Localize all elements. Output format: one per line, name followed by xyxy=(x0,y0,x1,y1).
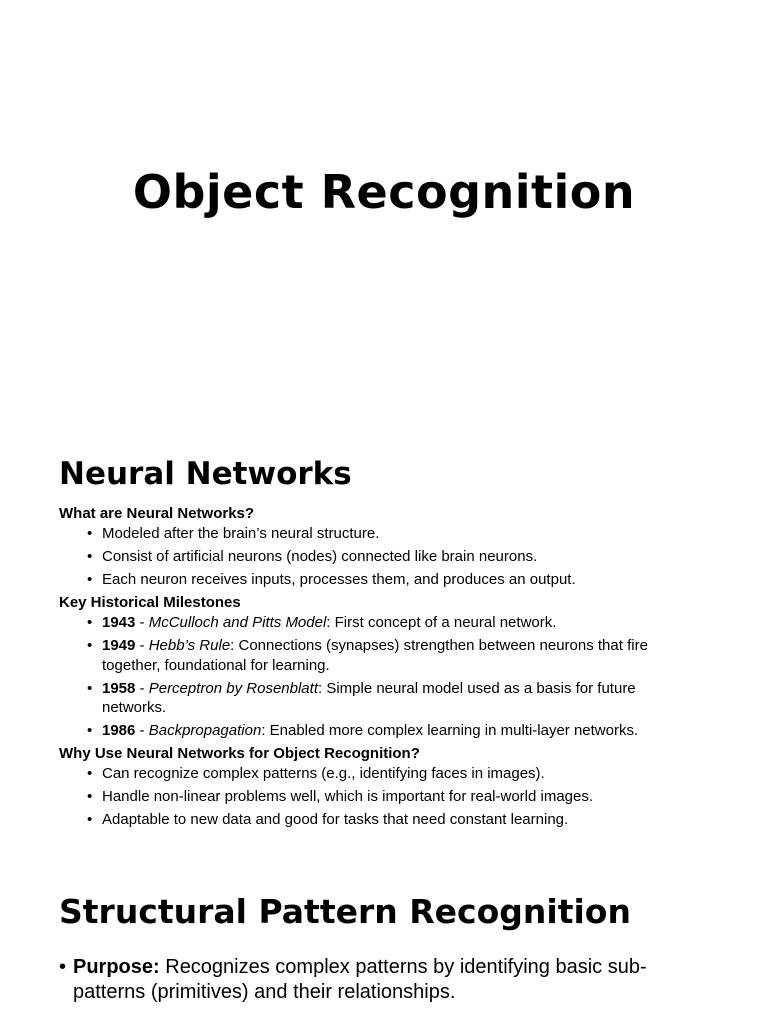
bullet-icon: • xyxy=(87,788,93,805)
list-item: • Can recognize complex patterns (e.g., identifying faces in images). xyxy=(87,765,545,782)
list-item: • Modeled after the brain’s neural structure. xyxy=(87,525,380,542)
milestone-year: 1986 xyxy=(102,722,136,739)
milestone-item: • 1949 - Hebb’s Rule: Connections (synapses) strengthen between neurons that fire together, foundational for learning. xyxy=(87,637,648,674)
bullet-icon: • xyxy=(87,525,93,542)
milestone-year: 1943 xyxy=(102,614,136,631)
what-are-list xyxy=(59,524,699,590)
bullet-icon: • xyxy=(87,679,93,697)
bullet-icon: • xyxy=(87,722,93,739)
milestone-desc: : Simple neural model used as a basis for future networks. xyxy=(102,679,636,716)
bullet-icon: • xyxy=(87,811,93,828)
why-use-list xyxy=(59,764,699,830)
subheading-why-use: Why Use Neural Networks for Object Recognition? xyxy=(59,745,420,762)
milestones-list xyxy=(59,613,699,741)
bullet-icon: • xyxy=(59,956,67,978)
milestone-year: 1949 xyxy=(102,637,136,654)
subheading-milestones: Key Historical Milestones xyxy=(59,594,241,611)
list-item: • Handle non-linear problems well, which is important for real-world images. xyxy=(87,788,594,805)
section-heading: Structural Pattern Recognition xyxy=(59,892,631,931)
bullet-icon: • xyxy=(87,571,93,588)
item-text: Recognizes complex patterns by identifying basic sub-patterns (primitives) and their relationships. xyxy=(73,956,647,1003)
bullet-icon: • xyxy=(87,548,93,565)
milestone-name: McCulloch and Pitts Model xyxy=(148,614,327,631)
list-item: • Adaptable to new data and good for tasks that need constant learning. xyxy=(87,811,569,828)
milestone-item: • 1943 - McCulloch and Pitts Model: First concept of a neural network. xyxy=(87,614,557,631)
bullet-icon: • xyxy=(87,765,93,782)
document-title: Object Recognition xyxy=(132,165,636,219)
structural-pattern-list xyxy=(59,955,699,1005)
neural-networks-section xyxy=(59,454,699,833)
milestone-year: 1958 xyxy=(102,679,136,697)
milestone-item: • 1958 - Perceptron by Rosenblatt: Simple neural model used as a basis for future networks. xyxy=(87,679,636,716)
structural-pattern-section xyxy=(59,891,699,1013)
list-item: • Consist of artificial neurons (nodes) connected like brain neurons. xyxy=(87,548,538,565)
subheading-what-are: What are Neural Networks? xyxy=(59,505,255,522)
milestone-name: Backpropagation xyxy=(148,722,262,739)
bullet-icon: • xyxy=(87,637,93,654)
milestone-desc: : Connections (synapses) strengthen between neurons that fire together, foundational for learning. xyxy=(102,637,648,674)
milestone-desc: : Enabled more complex learning in multi-layer networks. xyxy=(261,722,639,739)
milestone-name: Hebb’s Rule xyxy=(148,637,231,654)
list-item xyxy=(59,955,699,1005)
section-heading: Neural Networks xyxy=(59,456,352,492)
milestone-name: Perceptron by Rosenblatt xyxy=(148,679,318,697)
milestone-desc: : First concept of a neural network. xyxy=(326,614,557,631)
bullet-icon: • xyxy=(87,614,93,631)
item-label: Purpose: xyxy=(73,956,160,978)
list-item: • Each neuron receives inputs, processes them, and produces an output. xyxy=(87,571,576,588)
milestone-item: • 1986 - Backpropagation: Enabled more complex learning in multi-layer networks. xyxy=(87,722,639,739)
